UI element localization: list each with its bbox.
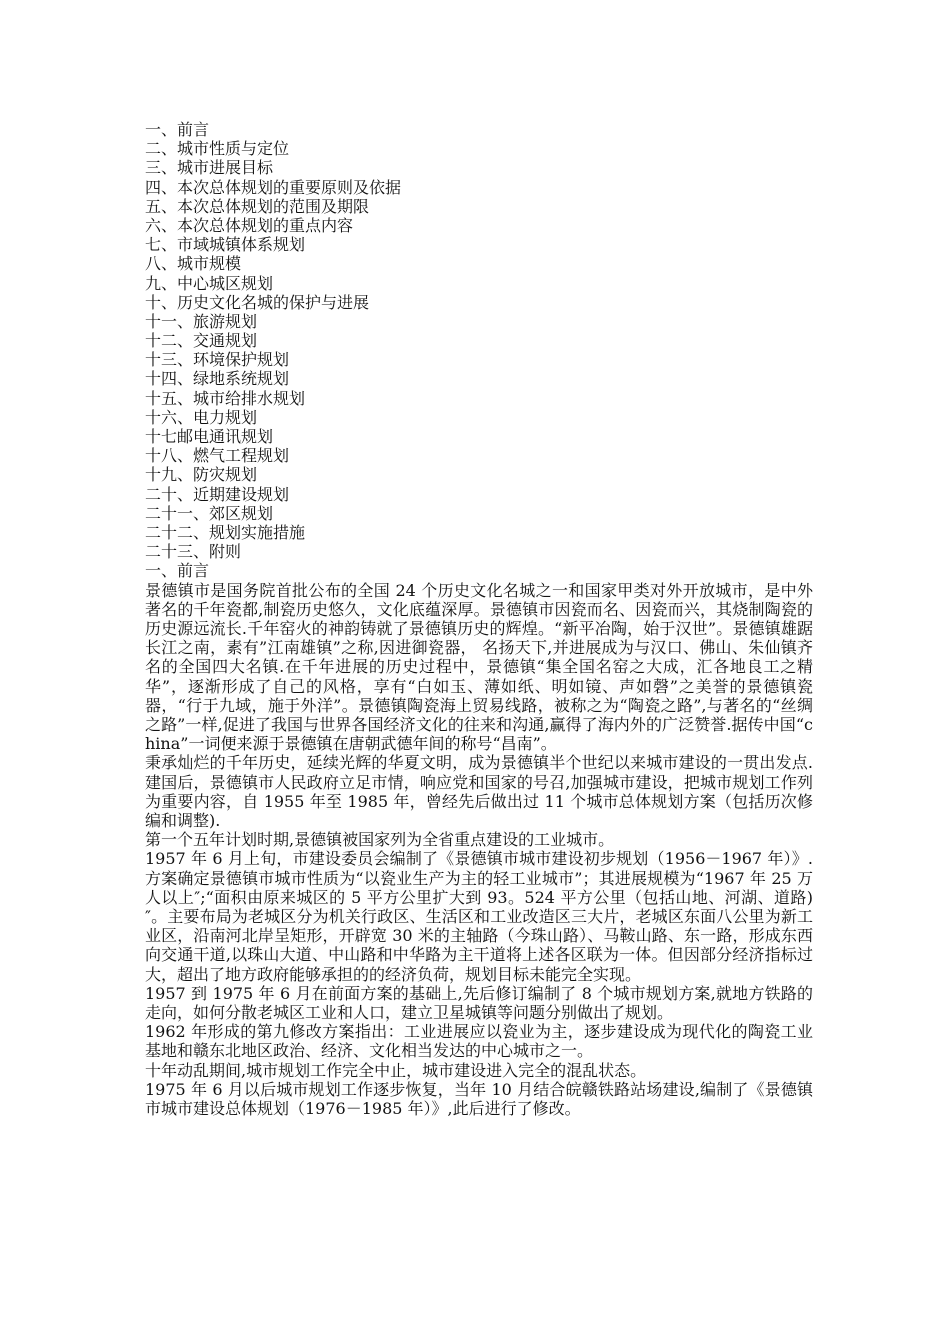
toc-item: 十一、旅游规划 [145, 311, 258, 331]
toc-item: 一、前言 [145, 120, 210, 139]
toc-item: 九、中心城区规划 [145, 273, 274, 293]
toc-item: 六、本次总体规划的重点内容 [145, 215, 354, 235]
paragraph: 1975 年 6 月以后城市规划工作逐步恢复，当年 10 月结合皖赣铁路站场建设,编制了《景德镇市城市建设总体规划（1976－1985 年）》,此后进行了修改。 [145, 1079, 813, 1118]
paragraph: 1957 到 1975 年 6 月在前面方案的基础上,先后修订编制了 8 个城市规划方案,就地方铁路的走向，如何分散老城区工业和人口，建立卫星城镇等问题分别做出了规划。 [145, 983, 813, 1022]
toc-item: 二十一、郊区规划 [145, 503, 274, 523]
paragraph: 第一个五年计划时期,景德镇被国家列为全省重点建设的工业城市。 [145, 830, 615, 850]
toc-item: 二十三、附则 [145, 542, 242, 562]
section-heading: 一、前言 [145, 561, 210, 581]
toc-item: 十六、电力规划 [145, 407, 258, 427]
toc-item: 七、市域城镇体系规划 [145, 235, 306, 255]
toc-item: 十七邮电通讯规划 [145, 427, 274, 446]
toc-item: 十二、交通规划 [145, 331, 258, 351]
paragraph: 秉承灿烂的千年历史，延续光辉的华夏文明，成为景德镇半个世纪以来城市建设的一贯出发点.建国后，景德镇市人民政府立足市情，响应党和国家的号召,加强城市建设，把城市规划工作列为重要内容，自 1955 年至 1985 年，曾经先后做出过 11 个城市总体规划方案（包括历次修编和调整). [145, 753, 813, 830]
toc-item: 十九、防灾规划 [145, 465, 258, 485]
toc-item: 十八、燃气工程规划 [145, 446, 290, 466]
document-page [145, 120, 813, 1118]
toc-item: 八、城市规模 [145, 254, 242, 274]
toc-item: 二十、近期建设规划 [145, 484, 290, 504]
table-of-contents [145, 120, 813, 561]
paragraph: 景德镇市是国务院首批公布的全国 24 个历史文化名城之一和国家甲类对外开放城市，是中外著名的千年瓷都,制瓷历史悠久，文化底蕴深厚。景德镇市因瓷而名、因瓷而兴，其烧制陶瓷的历史源远流长.千年窑火的神韵铸就了景德镇历史的辉煌。“新平冶陶，始于汉世”。景德镇雄踞长江之南，素有”江南雄镇”之称,因进御瓷器， 名扬天下,并进展成为与汉口、佛山、朱仙镇齐名的全国四大名镇.在千年进展的历史过程中，景德镇“集全国名窑之大成，汇各地良工之精华”，逐渐形成了自己的风格，享有“白如玉、薄如纸、明如镜、声如磬”之美誉的景德镇瓷器，“行于九域，施于外洋”。景德镇陶瓷海上贸易线路，被称之为“陶瓷之路”,与著名的“丝绸之路”一样,促进了我国与世界各国经济文化的往来和沟通,赢得了海内外的广泛赞誉.据传中国“china”一词便来源于景德镇在唐朝武德年间的称号“昌南”。 [145, 580, 813, 754]
toc-item: 十三、环境保护规划 [145, 350, 290, 370]
toc-item: 十四、绿地系统规划 [145, 369, 290, 389]
paragraph: 1957 年 6 月上旬，市建设委员会编制了《景德镇市城市建设初步规划（1956－1967 年）》.方案确定景德镇市城市性质为“以瓷业生产为主的轻工业城市”；其进展规模为“1967 年 25 万人以上″;“面积由原来城区的 5 平方公里扩大到 93。524 平方公里（包括山地、河湖、道路)″。主要布局为老城区分为机关行政区、生活区和工业改造区三大片，老城区东面八公里为新工业区，沿南河北岸呈矩形，开辟宽 30 米的主轴路（今珠山路）、马鞍山路、东一路，形成东西向交通干道,以珠山大道、中山路和中华路为主干道将上述各区联为一体。但因部分经济指标过大，超出了地方政府能够承担的的经济负荷，规划目标未能完全实现。 [145, 849, 813, 984]
toc-item: 十、历史文化名城的保护与进展 [145, 292, 370, 312]
toc-item: 三、城市进展目标 [145, 158, 274, 178]
toc-item: 十五、城市给排水规划 [145, 388, 306, 408]
paragraph: 十年动乱期间,城市规划工作完全中止，城市建设进入完全的混乱状态。 [145, 1060, 647, 1080]
toc-item: 二、城市性质与定位 [145, 139, 290, 159]
toc-item: 二十二、规划实施措施 [145, 522, 306, 542]
paragraph: 1962 年形成的第九修改方案指出：工业进展应以瓷业为主，逐步建设成为现代化的陶瓷工业基地和赣东北地区政治、经济、文化相当发达的中心城市之一。 [145, 1022, 813, 1061]
toc-item: 四、本次总体规划的重要原则及依据 [145, 177, 402, 197]
preface-section [145, 561, 813, 1118]
toc-item: 五、本次总体规划的范围及期限 [145, 196, 370, 216]
